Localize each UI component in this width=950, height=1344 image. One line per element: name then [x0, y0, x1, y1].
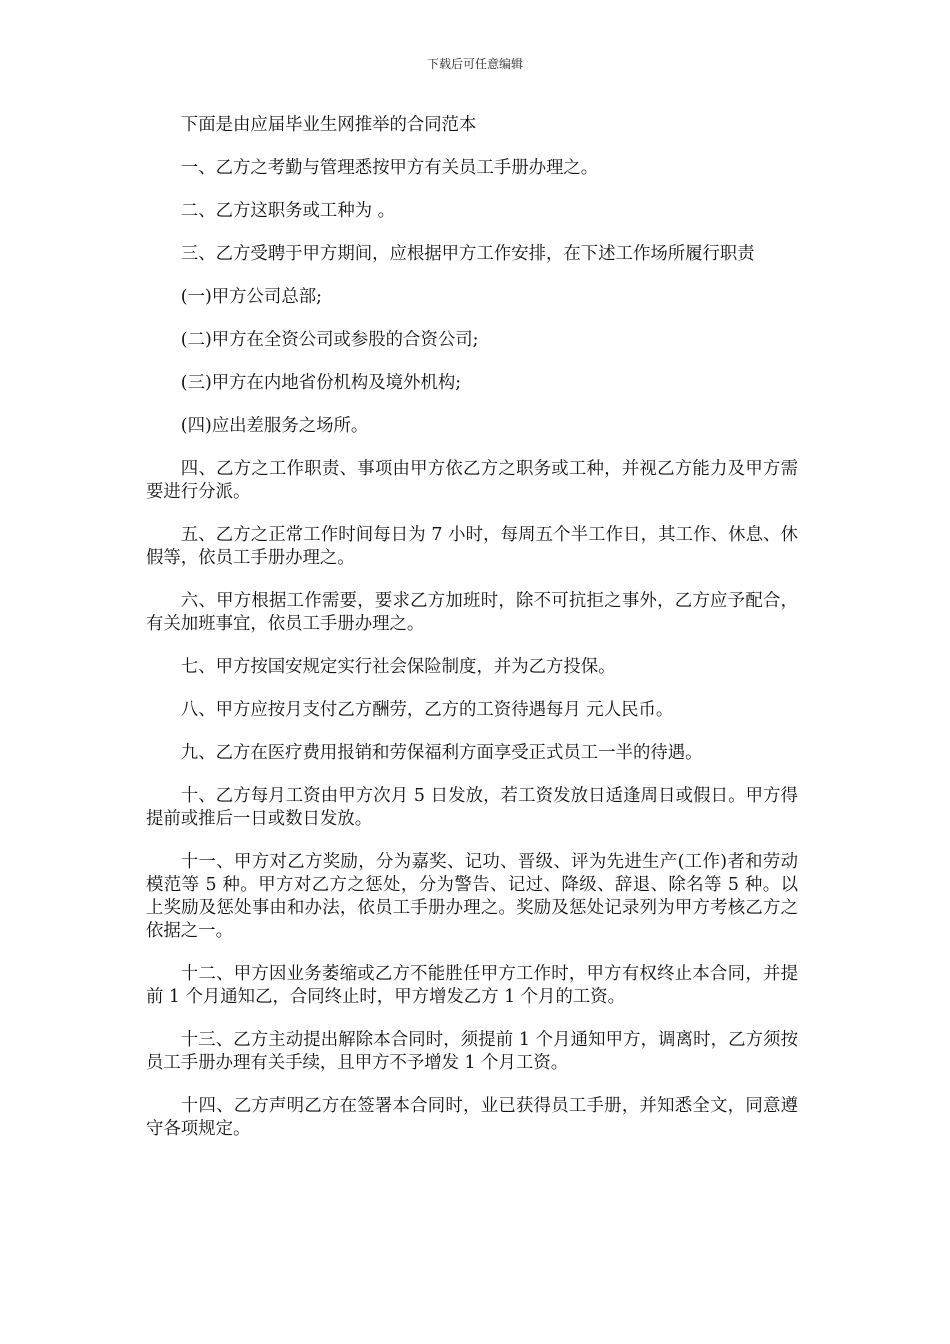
- clause-5: 五、乙方之正常工作时间每日为 7 小时，每周五个半工作日，其工作、休息、休假等，依员工手册办理之。: [146, 525, 798, 568]
- clause-11: 十一、甲方对乙方奖励，分为嘉奖、记功、晋级、评为先进生产(工作)者和劳动模范等 5 种。甲方对乙方之惩处，分为警告、记过、降级、辞退、除名等 5 种。以上奖励及惩处事由和办法，依员工手册办理之。奖励及惩处记录列为甲方考核乙方之依据之一。: [146, 852, 798, 941]
- page-header: 下载后可任意编辑: [426, 57, 523, 71]
- clause-7: 七、甲方按国安规定实行社会保险制度，并为乙方投保。: [180, 657, 616, 677]
- clause-4: 四、乙方之工作职责、事项由甲方依乙方之职务或工种，并视乙方能力及甲方需要进行分派。: [146, 459, 798, 502]
- clause-6: 六、甲方根据工作需要，要求乙方加班时，除不可抗拒之事外，乙方应予配合，有关加班事宜，依员工手册办理之。: [146, 591, 798, 634]
- clause-1: 一、乙方之考勤与管理悉按甲方有关员工手册办理之。: [180, 158, 599, 178]
- clause-2: 二、乙方这职务或工种为 。: [180, 201, 396, 221]
- clause-14: 十四、乙方声明乙方在签署本合同时，业已获得员工手册，并知悉全文，同意遵守各项规定。: [146, 1096, 798, 1139]
- clause-10: 十、乙方每月工资由甲方次月 5 日发放，若工资发放日适逢周日或假日。甲方得提前或推后一日或数日发放。: [146, 786, 798, 829]
- clause-3-item-4: (四)应出差服务之场所。: [180, 416, 369, 436]
- clause-3-item-2: (二)甲方在全资公司或参股的合资公司;: [180, 330, 479, 350]
- clause-8: 八、甲方应按月支付乙方酬劳，乙方的工资待遇每月 元人民币。: [180, 700, 674, 720]
- clause-13: 十三、乙方主动提出解除本合同时，须提前 1 个月通知甲方，调离时，乙方须按员工手册办理有关手续，且甲方不予增发 1 个月工资。: [146, 1030, 798, 1073]
- clause-3-item-1: (一)甲方公司总部;: [180, 287, 322, 307]
- clause-3-item-3: (三)甲方在内地省份机构及境外机构;: [180, 373, 462, 393]
- clause-9: 九、乙方在医疗费用报销和劳保福利方面享受正式员工一半的待遇。: [180, 743, 703, 763]
- clause-3: 三、乙方受聘于甲方期间，应根据甲方工作安排，在下述工作场所履行职责: [180, 244, 755, 264]
- document-body: [146, 114, 798, 1161]
- clause-12: 十二、甲方因业务萎缩或乙方不能胜任甲方工作时，甲方有权终止本合同，并提前 1 个月通知乙，合同终止时，甲方增发乙方 1 个月的工资。: [146, 964, 798, 1007]
- intro-paragraph: 下面是由应届毕业生网推举的合同范本: [180, 115, 477, 135]
